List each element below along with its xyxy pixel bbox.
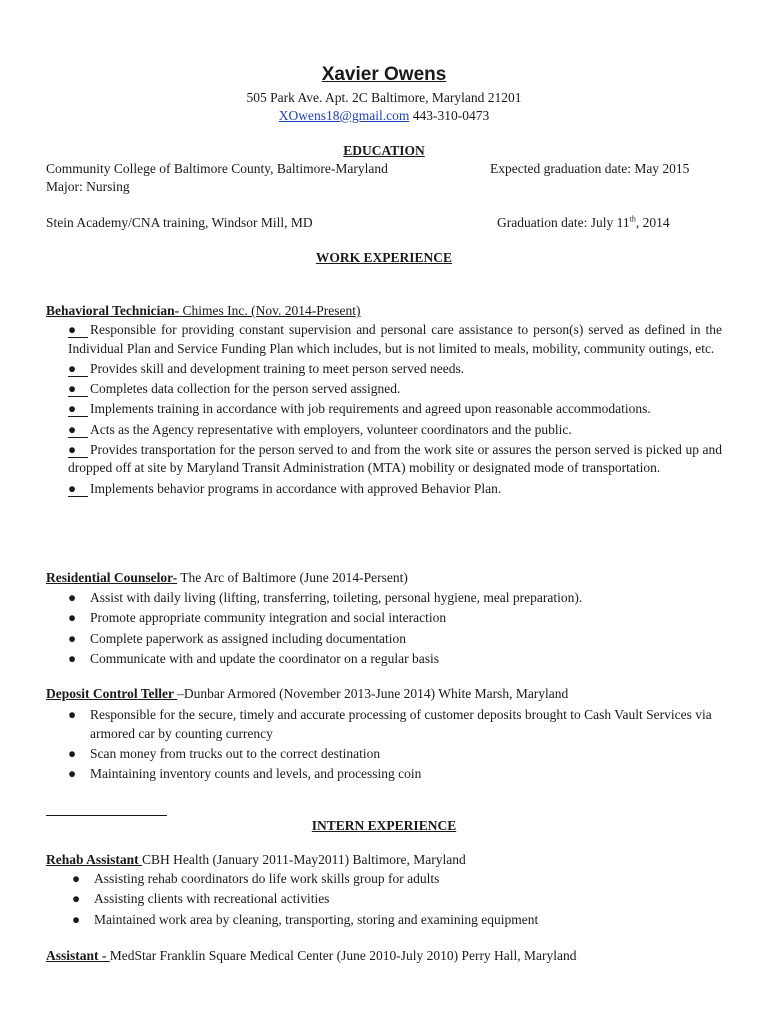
school-2-date-year: , 2014 <box>635 215 670 230</box>
bullet-icon: ● <box>68 360 90 379</box>
job-1-detail: Chimes Inc. (Nov. 2014-Present) <box>179 303 361 318</box>
bullet-icon: ● <box>68 707 77 722</box>
list-item: ● Scan money from trucks out to the correct destination <box>68 745 728 764</box>
job-3-detail: –Dunbar Armored (November 2013-June 2014) White Marsh, Maryland <box>177 686 569 701</box>
intern-2-heading <box>46 948 577 964</box>
bullet-icon: ● <box>68 480 90 499</box>
school-2-date <box>497 215 670 231</box>
bullet-icon: ● <box>68 590 77 605</box>
intern-1-heading <box>46 852 466 868</box>
bullet-icon: ● <box>72 891 81 907</box>
bullet-icon: ● <box>68 610 77 626</box>
school-1: Community College of Baltimore County, Baltimore-Maryland <box>46 161 388 176</box>
list-item: ● Acts as the Agency representative with employers, volunteer coordinators and the public. <box>68 421 722 440</box>
applicant-name: Xavier Owens <box>321 64 447 85</box>
bullet-icon: ● <box>68 766 77 782</box>
job-2-detail: The Arc of Baltimore (June 2014-Persent) <box>177 570 408 585</box>
list-item: ● Implements behavior programs in accordance with approved Behavior Plan. <box>68 480 722 499</box>
bullet-icon: ● <box>68 400 90 419</box>
list-item: ● Assisting rehab coordinators do life work skills group for adults <box>72 870 728 889</box>
job-2-heading <box>46 570 408 586</box>
job-2-title: Residential Counselor- <box>46 570 178 585</box>
job-3-heading <box>46 686 568 702</box>
intern-2-title: Assistant - <box>46 948 110 963</box>
address-line: 505 Park Ave. Apt. 2C Baltimore, Maryland 21201 <box>246 90 522 105</box>
bullet-icon: ● <box>68 380 90 399</box>
major: Major: Nursing <box>46 179 130 194</box>
intern-1-detail: CBH Health (January 2011-May2011) Baltimore, Maryland <box>142 852 466 867</box>
education-heading: EDUCATION <box>343 143 425 158</box>
bullet-icon: ● <box>68 745 77 761</box>
job-1-bullets <box>68 321 722 500</box>
list-item: ● Implements training in accordance with job requirements and agreed upon reasonable accommodations. <box>68 400 722 419</box>
intern-1-bullets <box>72 870 728 931</box>
school-2: Stein Academy/CNA training, Windsor Mill, MD <box>46 215 313 230</box>
work-heading: WORK EXPERIENCE <box>315 250 453 265</box>
bullet-icon: ● <box>68 321 90 340</box>
list-item: ● Assist with daily living (lifting, transferring, toileting, personal hygiene, meal preparation). <box>68 589 728 608</box>
list-item: ● Maintaining inventory counts and levels, and processing coin <box>68 765 728 784</box>
job-3-bullets <box>68 706 728 785</box>
job-3-title: Deposit Control Teller <box>46 686 178 701</box>
intern-heading: INTERN EXPERIENCE <box>311 818 457 833</box>
email-link[interactable]: XOwens18@gmail.com <box>278 108 410 123</box>
list-item: ● Responsible for the secure, timely and accurate processing of customer deposits brought to Cash Vault Services via armored car by counting currency <box>68 707 712 741</box>
bullet-icon: ● <box>72 871 81 886</box>
bullet-icon: ● <box>72 911 81 927</box>
list-item: ● Provides transportation for the person served to and from the work site or assures the person served is picked up and dropped off at site by Maryland Transit Administration (MTA) mobility or designated mode of transportation. <box>68 441 722 476</box>
school-2-date-text: Graduation date: July 11 <box>497 215 630 230</box>
job-2-bullets <box>68 589 728 670</box>
bullet-icon: ● <box>68 650 77 666</box>
list-item: ● Complete paperwork as assigned including documentation <box>68 630 728 649</box>
school-1-date: Expected graduation date: May 2015 <box>490 161 690 176</box>
job-1-title: Behavioral Technician- <box>46 303 180 318</box>
list-item: ● Responsible for providing constant supervision and personal care assistance to person(s) served as defined in the Individual Plan and Service Funding Plan which includes, but is not limited to meals, mobility, community outings, etc. <box>68 322 722 356</box>
intern-1-title: Rehab Assistant <box>46 852 143 867</box>
divider <box>46 815 167 816</box>
bullet-icon: ● <box>68 441 90 460</box>
school-2-date-sup: th <box>629 214 636 224</box>
list-item: ● Communicate with and update the coordinator on a regular basis <box>68 650 728 669</box>
list-item: ● Promote appropriate community integration and social interaction <box>68 609 728 628</box>
list-item: ● Completes data collection for the person served assigned. <box>68 380 722 399</box>
job-1-heading <box>46 303 361 319</box>
bullet-icon: ● <box>68 630 77 646</box>
list-item: ● Provides skill and development training to meet person served needs. <box>68 360 722 379</box>
bullet-icon: ● <box>68 421 90 440</box>
list-item: ● Maintained work area by cleaning, transporting, storing and examining equipment <box>72 911 728 930</box>
phone-number: 443-310-0473 <box>412 108 490 123</box>
list-item: ● Assisting clients with recreational activities <box>72 890 728 909</box>
intern-2-detail: MedStar Franklin Square Medical Center (June 2010-July 2010) Perry Hall, Maryland <box>109 948 577 963</box>
contact-line <box>0 108 768 124</box>
